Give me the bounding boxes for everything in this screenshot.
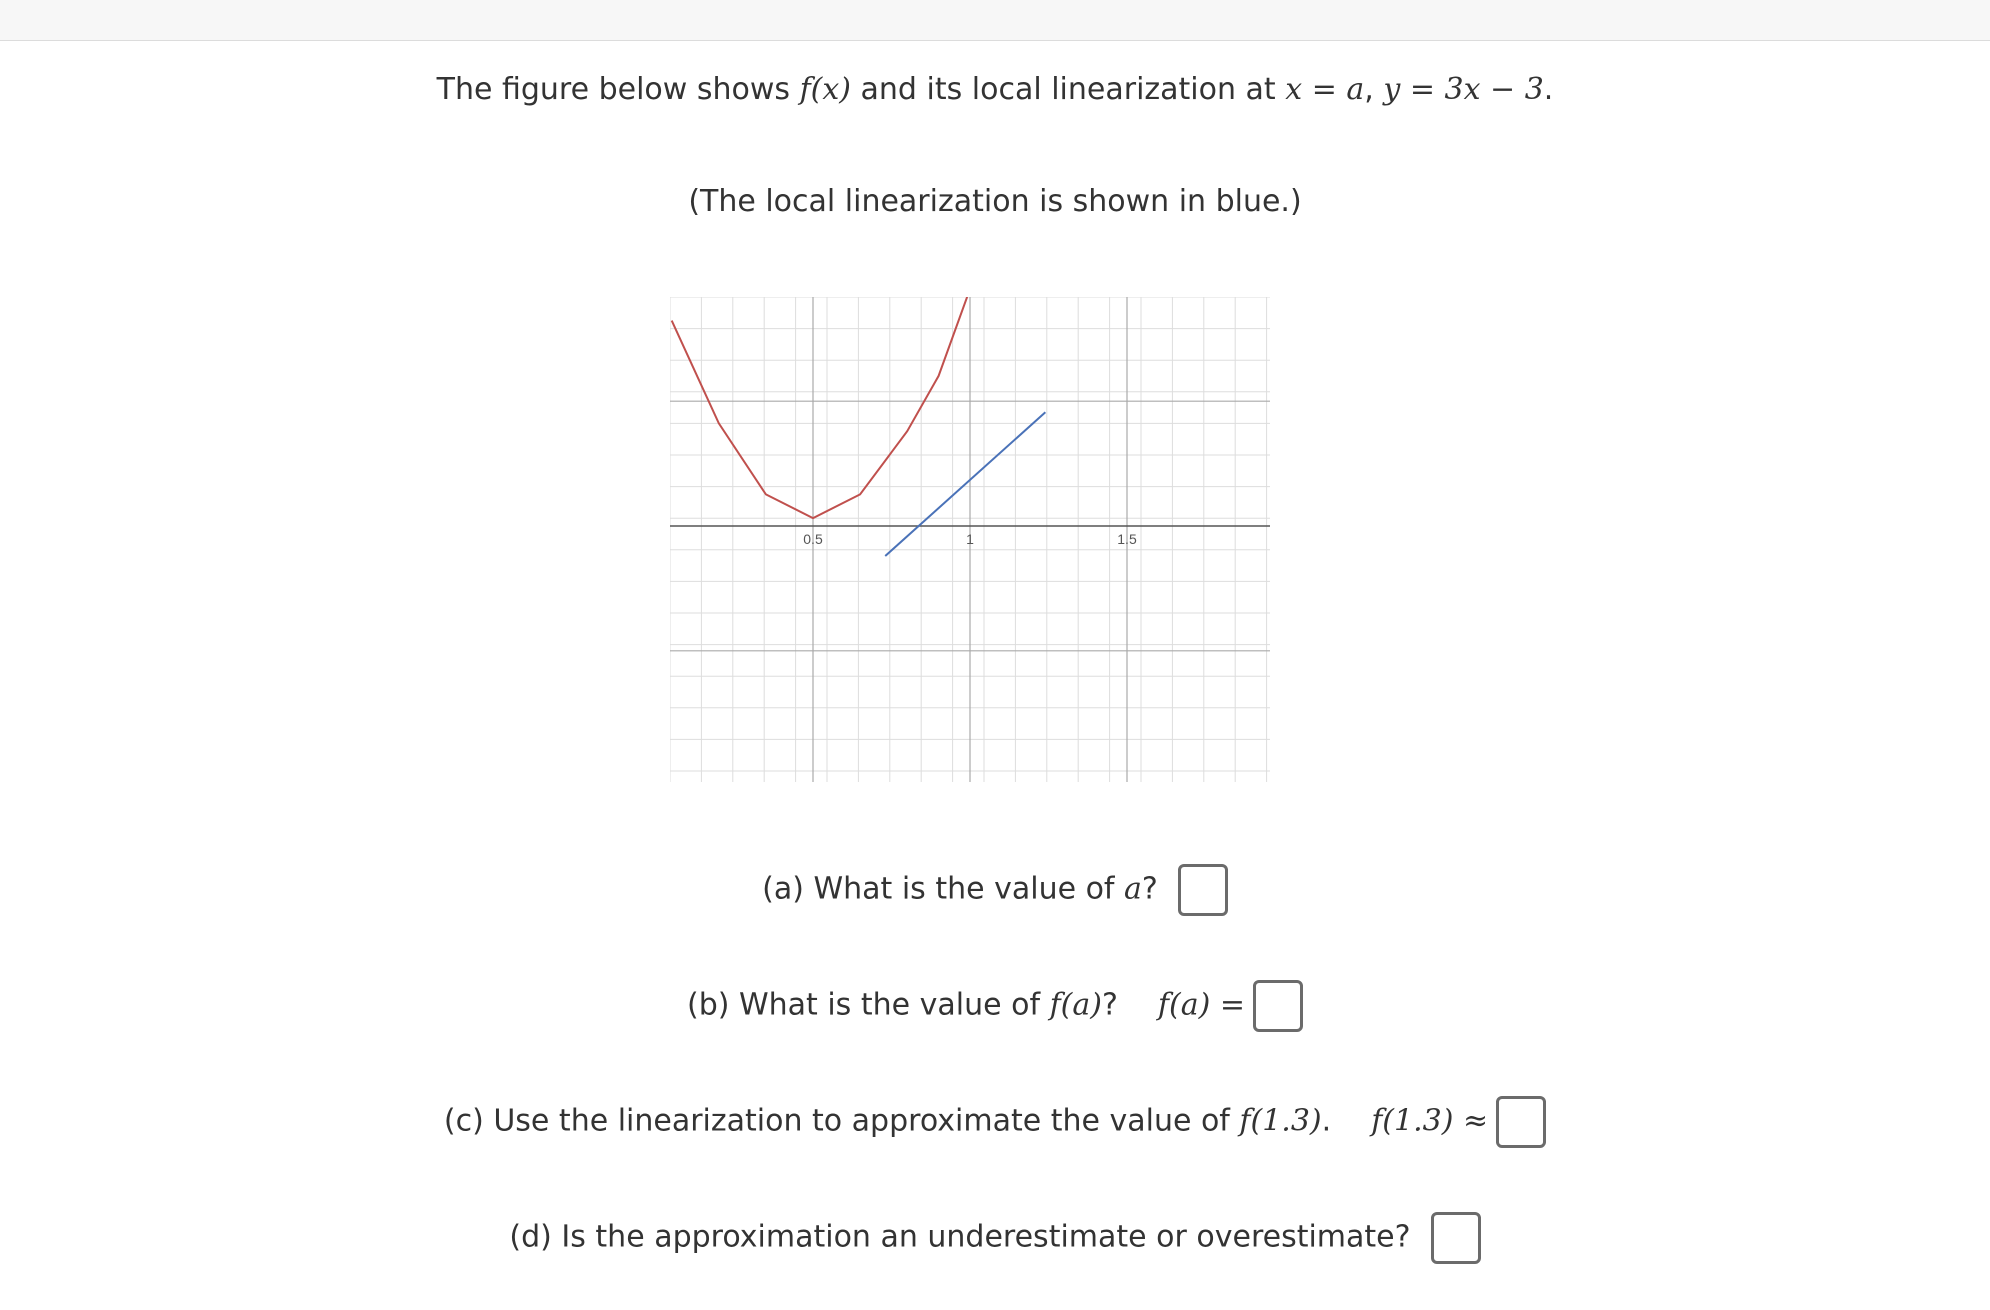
question-b-end: ? <box>1101 987 1118 1023</box>
question-c <box>0 1096 1990 1148</box>
intro-line <box>0 70 1990 110</box>
intro-text-mid: and its local linearization at <box>851 72 1286 107</box>
intro-comma: , <box>1364 72 1384 107</box>
question-d-text: (d) Is the approximation an underestimate or overestimate? <box>509 1219 1411 1255</box>
x-tick-label: 1.5 <box>1117 531 1137 547</box>
question-c-lhs: f(1.3) ≈ <box>1371 1103 1489 1139</box>
f-of-x-expression: f(x) <box>799 72 851 107</box>
function-graph <box>670 297 1270 782</box>
function-curve <box>672 297 1033 518</box>
question-b-variable: f(a) <box>1049 987 1102 1023</box>
question-c-variable: f(1.3) <box>1239 1103 1322 1139</box>
question-c-text: (c) Use the linearization to approximate the value of <box>443 1103 1240 1139</box>
question-a-variable: a <box>1124 871 1142 907</box>
x-ticks <box>803 531 1137 547</box>
intro-text: The figure below shows <box>436 72 800 107</box>
answer-a-input[interactable] <box>1178 864 1228 916</box>
top-bar <box>0 0 1990 41</box>
question-b-lhs: f(a) = <box>1157 987 1245 1023</box>
question-a-end: ? <box>1141 871 1158 907</box>
x-tick-label: 0.5 <box>803 531 823 547</box>
x-equals-a-expression: x = a <box>1285 72 1365 107</box>
question-b-text: (b) What is the value of <box>687 987 1050 1023</box>
answer-d-input[interactable] <box>1431 1212 1481 1264</box>
question-d <box>0 1212 1990 1264</box>
linearization-equation: y = 3x − 3 <box>1383 72 1544 107</box>
note-line <box>0 182 1990 222</box>
question-b <box>0 980 1990 1032</box>
question-c-end: . <box>1321 1103 1332 1139</box>
intro-period: . <box>1543 72 1554 107</box>
question-a <box>0 864 1990 916</box>
question-a-text: (a) What is the value of <box>762 871 1125 907</box>
answer-b-input[interactable] <box>1253 980 1303 1032</box>
answer-c-input[interactable] <box>1496 1096 1546 1148</box>
x-tick-label: 1 <box>966 531 974 547</box>
linearization-note: (The local linearization is shown in blue.) <box>688 184 1302 219</box>
